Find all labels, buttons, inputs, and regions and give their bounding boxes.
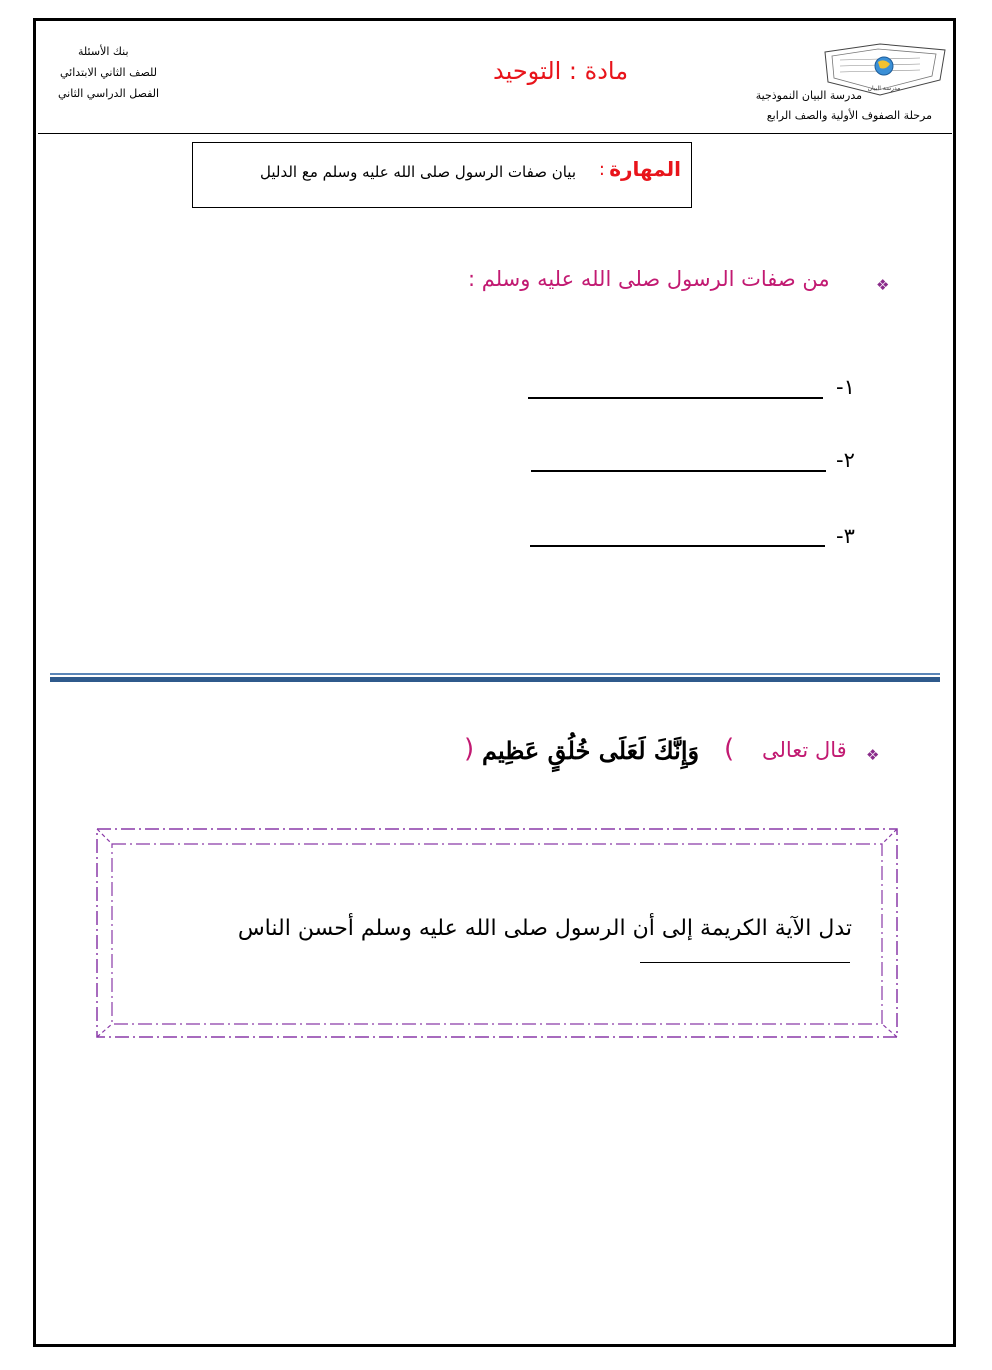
answer-number-1: ١- [836,375,855,399]
verse-open-paren: ( [724,734,735,764]
answer-number-2: ٢- [836,448,855,472]
skill-label: المهارة [609,157,681,181]
answer-line-3[interactable] [530,545,825,547]
separator-thin [50,673,940,675]
frame-statement: تدل الآية الكريمة إلى أن الرسول صلى الله عليه وسلم أحسن الناس [237,916,852,941]
bullet-icon: ❖ [866,746,880,764]
question-bank-line-3: الفصل الدراسي الثاني [58,87,160,100]
verse-intro: قال تعالى [762,738,847,762]
section1-heading: من صفات الرسول صلى الله عليه وسلم : [468,267,830,291]
school-name: مدرسة البيان النموذجية [755,89,862,102]
answer-line-1[interactable] [528,397,823,399]
verse-close-paren: ) [464,734,475,764]
frame-answer-line[interactable] [640,962,850,963]
page-border [33,18,956,1347]
quran-verse: وَإِنَّكَ لَعَلَى خُلُقٍ عَظِيم [482,736,700,765]
question-bank-line-2: للصف الثاني الابتدائي [60,66,157,79]
separator [50,677,940,682]
subject-title: مادة : التوحيد [493,57,629,85]
header [38,23,952,134]
skill-box [192,142,692,208]
skill-text: بيان صفات الرسول صلى الله عليه وسلم مع الدليل [260,163,576,181]
school-stage: مرحلة الصفوف الأولية والصف الرابع [766,109,932,122]
answer-line-2[interactable] [531,470,826,472]
question-bank-line-1: بنك الأسئلة [78,45,129,58]
logo-caption: مدرسة البيان [867,85,901,92]
answer-number-3: ٣- [836,524,855,548]
skill-colon: : [598,159,605,180]
bullet-icon: ❖ [876,276,890,294]
